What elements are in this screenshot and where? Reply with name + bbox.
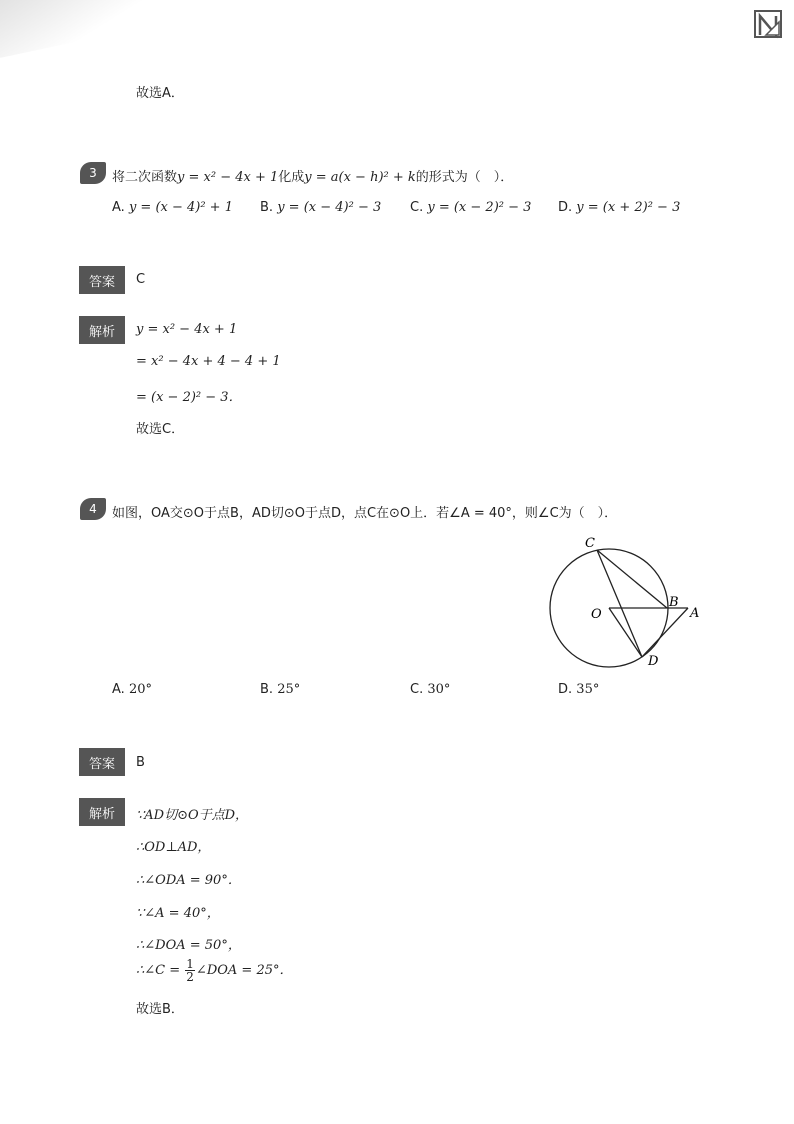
label-c: C xyxy=(585,536,595,551)
q4-analysis-line-3: ∴∠ODA = 90°． xyxy=(136,873,241,888)
q3-option-b[interactable] xyxy=(260,200,381,215)
label-d: D xyxy=(648,654,659,669)
option-value: 35° xyxy=(576,682,600,697)
option-expr: y = (x − 4)² − 3 xyxy=(277,200,382,215)
q3-analysis-line-3: = (x − 2)² − 3． xyxy=(136,390,242,405)
q3-stem-pre: 将二次函数 xyxy=(112,170,178,185)
option-value: 20° xyxy=(128,682,152,697)
q3-stem-formula-2: y = a(x − h)² + k xyxy=(304,170,416,185)
q3-stem-post: 的形式为（ ）． xyxy=(415,170,514,185)
option-label: D. xyxy=(558,200,573,215)
q3-analysis-tag: 解析 xyxy=(79,316,125,344)
q4-last-pre: ∴∠C = xyxy=(136,963,185,978)
question-number-3: 3 xyxy=(80,162,106,184)
q3-stem xyxy=(112,166,513,185)
segment-od xyxy=(609,608,642,657)
q3-analysis-line-1: y = x² − 4x + 1 xyxy=(136,322,238,337)
q3-stem-formula-1: y = x² − 4x + 1 xyxy=(177,170,279,185)
q3-analysis-line-2: = x² − 4x + 4 − 4 + 1 xyxy=(136,354,281,369)
fraction-one-half xyxy=(185,958,195,983)
q4-answer-value: B xyxy=(136,755,145,770)
q4-stem: 如图，OA交⊙O于点B，AD切⊙O于点D，点C在⊙O上．若∠A = 40°，则∠C为（ ）． xyxy=(112,506,618,521)
q4-analysis-line-5: ∴∠DOA = 50°， xyxy=(136,938,241,953)
option-expr: y = (x + 2)² − 3 xyxy=(576,200,681,215)
q4-analysis-line-6 xyxy=(136,958,292,983)
option-label: B. xyxy=(260,200,274,215)
q3-stem-mid: 化成 xyxy=(278,170,305,185)
q4-option-a[interactable] xyxy=(112,682,152,697)
q4-geometry-figure xyxy=(540,530,710,675)
q4-analysis-line-4: ∵∠A = 40°， xyxy=(136,906,220,921)
option-label: A. xyxy=(112,682,125,697)
q4-conclusion: 故选B． xyxy=(136,1002,184,1017)
segment-cd xyxy=(597,550,642,657)
option-label: C. xyxy=(410,200,424,215)
segment-cb xyxy=(597,550,667,608)
q3-option-a[interactable] xyxy=(112,200,233,215)
option-expr: y = (x − 4)² + 1 xyxy=(128,200,233,215)
q4-option-d[interactable] xyxy=(558,682,599,697)
q3-option-c[interactable] xyxy=(410,200,531,215)
fraction-numerator: 1 xyxy=(186,957,194,971)
brand-logo-icon xyxy=(752,8,784,40)
q4-analysis-line-1: ∵AD切⊙O于点D， xyxy=(136,808,249,823)
q4-analysis-line-2: ∴OD⊥AD， xyxy=(136,840,211,855)
label-o: O xyxy=(591,607,602,622)
fraction-denominator: 2 xyxy=(186,970,194,984)
q4-answer-tag: 答案 xyxy=(79,748,125,776)
q3-answer-tag: 答案 xyxy=(79,266,125,294)
q3-option-d[interactable] xyxy=(558,200,680,215)
label-b: B xyxy=(669,595,679,610)
segment-ad xyxy=(642,608,688,657)
q3-answer-value: C xyxy=(136,272,146,287)
q4-option-b[interactable] xyxy=(260,682,300,697)
q4-option-c[interactable] xyxy=(410,682,450,697)
page-corner-decoration xyxy=(0,0,176,58)
option-label: A. xyxy=(112,200,125,215)
option-label: C. xyxy=(410,682,424,697)
q3-conclusion: 故选C． xyxy=(136,422,185,437)
q4-last-post: ∠DOA = 25°． xyxy=(195,963,293,978)
prev-conclusion: 故选A． xyxy=(136,86,184,101)
q4-analysis-tag: 解析 xyxy=(79,798,125,826)
option-value: 25° xyxy=(277,682,301,697)
option-value: 30° xyxy=(427,682,451,697)
label-a: A xyxy=(690,606,700,621)
question-number-4: 4 xyxy=(80,498,106,520)
option-label: D. xyxy=(558,682,573,697)
option-label: B. xyxy=(260,682,274,697)
option-expr: y = (x − 2)² − 3 xyxy=(427,200,532,215)
